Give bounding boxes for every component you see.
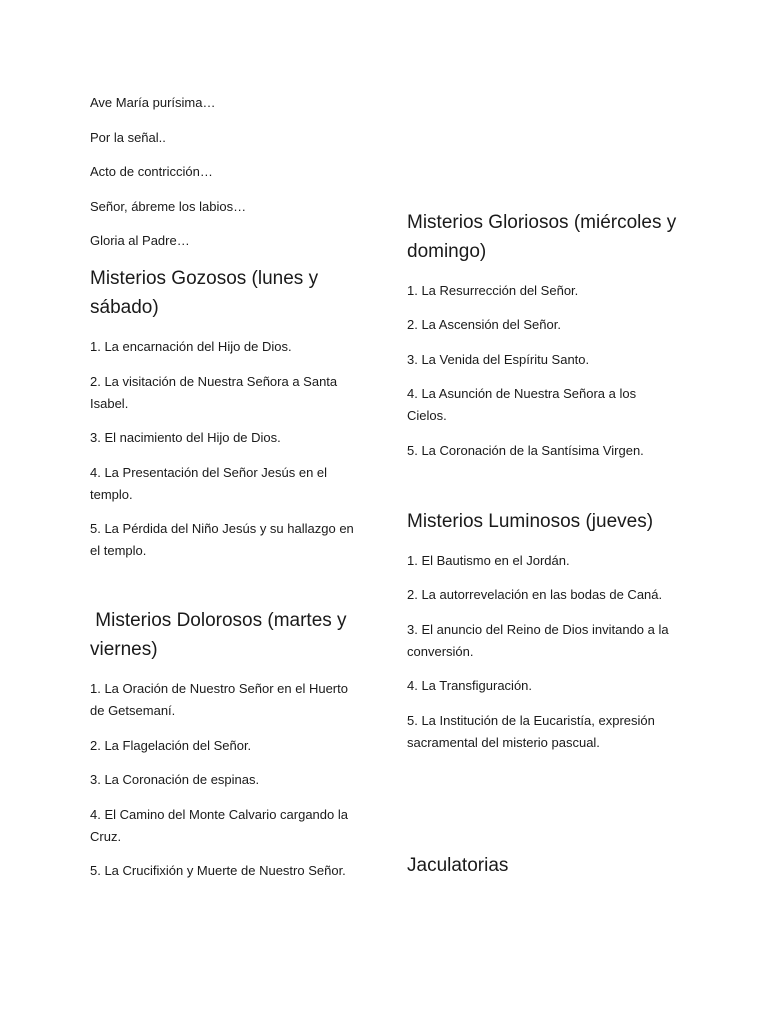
dolorosos-item: 2. La Flagelación del Señor. bbox=[90, 738, 252, 753]
intro-line: Señor, ábreme los labios… bbox=[90, 199, 247, 214]
intro-line: Por la señal.. bbox=[90, 130, 166, 145]
gozosos-item: 1. La encarnación del Hijo de Dios. bbox=[90, 339, 292, 354]
jaculatorias-heading: Jaculatorias bbox=[407, 855, 509, 876]
gloriosos-item: 1. La Resurrección del Señor. bbox=[407, 283, 579, 298]
intro-line: Acto de contricción… bbox=[90, 164, 213, 179]
gloriosos-item: 3. La Venida del Espíritu Santo. bbox=[407, 352, 590, 367]
intro-line: Gloria al Padre… bbox=[90, 233, 190, 248]
luminosos-heading: Misterios Luminosos (jueves) bbox=[407, 511, 654, 532]
dolorosos-item: 5. La Crucifixión y Muerte de Nuestro Señor. bbox=[90, 863, 346, 878]
luminosos-item: 5. La Institución de la Eucaristía, expresión sacramental del misterio pascual. bbox=[407, 713, 655, 750]
gloriosos-item: 4. La Asunción de Nuestra Señora a los Cielos. bbox=[407, 386, 637, 423]
gozosos-heading: Misterios Gozosos (lunes y sábado) bbox=[90, 268, 319, 318]
dolorosos-item: 3. La Coronación de espinas. bbox=[90, 772, 260, 787]
luminosos-item: 2. La autorrevelación en las bodas de Caná. bbox=[407, 587, 663, 602]
gloriosos-item: 2. La Ascensión del Señor. bbox=[407, 317, 561, 332]
luminosos-item: 3. El anuncio del Reino de Dios invitando a la conversión. bbox=[407, 622, 669, 659]
dolorosos-heading: Misterios Dolorosos (martes y viernes) bbox=[90, 610, 352, 660]
gozosos-item: 5. La Pérdida del Niño Jesús y su hallazgo en el templo. bbox=[90, 521, 354, 558]
luminosos-item: 1. El Bautismo en el Jordán. bbox=[407, 553, 570, 568]
luminosos-item: 4. La Transfiguración. bbox=[407, 678, 533, 693]
gozosos-item: 4. La Presentación del Señor Jesús en el templo. bbox=[90, 465, 328, 502]
gozosos-item: 3. El nacimiento del Hijo de Dios. bbox=[90, 430, 281, 445]
gloriosos-item: 5. La Coronación de la Santísima Virgen. bbox=[407, 443, 644, 458]
gloriosos-heading: Misterios Gloriosos (miércoles y domingo) bbox=[407, 212, 677, 262]
dolorosos-item: 1. La Oración de Nuestro Señor en el Huerto de Getsemaní. bbox=[90, 681, 348, 718]
dolorosos-item: 4. El Camino del Monte Calvario cargando la Cruz. bbox=[90, 807, 348, 844]
intro-line: Ave María purísima… bbox=[90, 95, 216, 110]
gozosos-item: 2. La visitación de Nuestra Señora a Santa Isabel. bbox=[90, 374, 338, 411]
